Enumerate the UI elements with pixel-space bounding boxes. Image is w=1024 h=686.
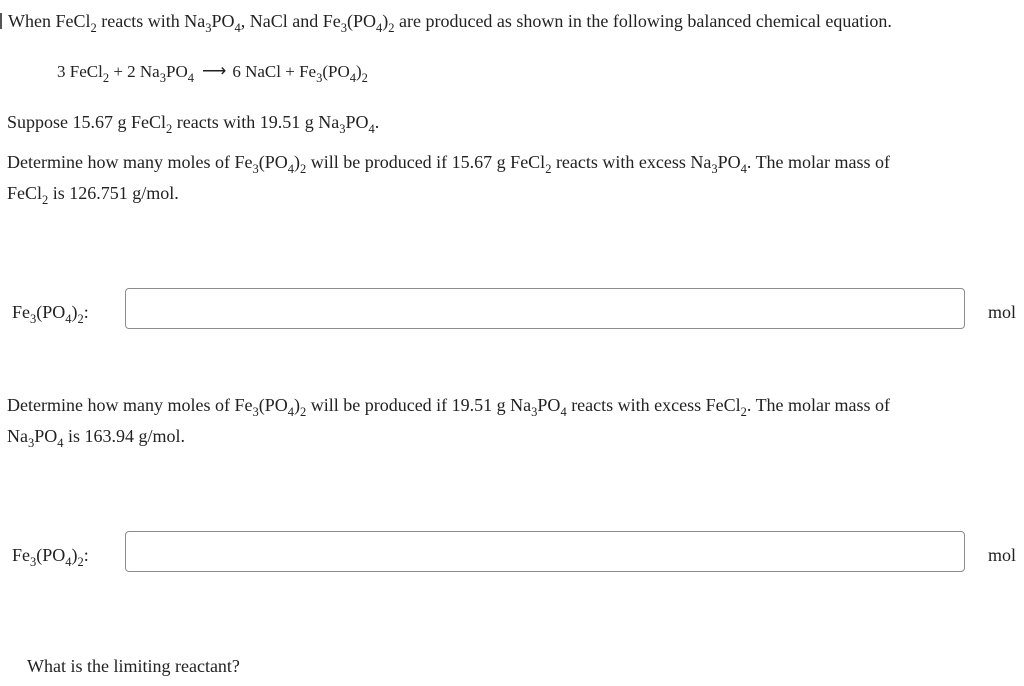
subscript: 4 <box>57 436 64 450</box>
question-1-line-1 <box>7 150 890 176</box>
equation-term: (PO <box>322 62 350 81</box>
intro-text: PO <box>211 11 235 31</box>
question-text: is 126.751 g/mol. <box>48 183 179 203</box>
answer-2-input[interactable] <box>125 531 965 572</box>
suppose-text: PO <box>345 112 369 132</box>
question-text: will be produced if 15.67 g FeCl <box>306 152 546 172</box>
subscript: 3 <box>531 405 538 419</box>
label-text: Fe <box>12 545 30 565</box>
subscript: 2 <box>102 71 110 85</box>
question-text: . The molar mass of <box>746 395 891 415</box>
intro-sentence <box>8 9 892 35</box>
subscript: 2 <box>166 122 173 136</box>
question-text: PO <box>717 152 741 172</box>
question-text: FeCl <box>7 183 43 203</box>
label-text: : <box>83 545 89 565</box>
question-text: PO <box>34 426 58 446</box>
intro-text: When FeCl <box>8 11 91 31</box>
question-text: Na <box>7 426 28 446</box>
limiting-reactant-question: What is the limiting reactant? <box>27 656 240 676</box>
question-text: (PO <box>258 395 288 415</box>
subscript: 3 <box>252 162 259 176</box>
subscript: 2 <box>545 162 552 176</box>
answer-2-unit: mol <box>988 545 1017 565</box>
question-text: reacts with excess FeCl <box>566 395 741 415</box>
left-edge-marker <box>0 13 2 29</box>
subscript: 2 <box>77 312 84 326</box>
label-text: (PO <box>36 545 66 565</box>
question-text: . The molar mass of <box>746 152 891 172</box>
subscript: 4 <box>287 162 294 176</box>
question-text: Determine how many moles of Fe <box>7 395 253 415</box>
question-2-line-2 <box>7 424 185 450</box>
subscript: 3 <box>252 405 259 419</box>
subscript: 4 <box>560 405 567 419</box>
question-text: will be produced if 19.51 g Na <box>306 395 532 415</box>
question-text: (PO <box>258 152 288 172</box>
subscript: 4 <box>740 162 747 176</box>
subscript: 4 <box>65 555 72 569</box>
label-text: ) <box>71 545 78 565</box>
subscript: 3 <box>159 71 166 85</box>
question-text: reacts with excess Na <box>551 152 712 172</box>
intro-text: , NaCl and Fe <box>240 11 341 31</box>
question-2-line-1 <box>7 393 890 419</box>
subscript: 2 <box>90 21 97 35</box>
balanced-equation <box>57 60 368 85</box>
equation-term: 3 FeCl <box>57 62 103 81</box>
subscript: 3 <box>339 122 346 136</box>
subscript: 2 <box>42 193 49 207</box>
subscript: 3 <box>340 21 347 35</box>
label-text: (PO <box>36 302 66 322</box>
subscript: 4 <box>287 405 294 419</box>
subscript: 4 <box>368 122 375 136</box>
subscript: 4 <box>234 21 241 35</box>
equation-term: 6 NaCl + Fe <box>232 62 317 81</box>
subscript: 4 <box>375 21 383 35</box>
subscript: 2 <box>77 555 84 569</box>
subscript: 4 <box>349 71 356 85</box>
subscript: 4 <box>187 71 194 85</box>
equation-term: ) <box>355 62 362 81</box>
subscript: 2 <box>299 405 307 419</box>
label-text: ) <box>71 302 78 322</box>
reaction-arrow-icon: ⟶ <box>201 61 227 80</box>
subscript: 2 <box>388 21 395 35</box>
intro-text: (PO <box>346 11 376 31</box>
answer-1-label <box>12 302 89 326</box>
subscript: 2 <box>361 71 368 85</box>
question-text: ) <box>293 152 300 172</box>
intro-text: ) <box>382 11 389 31</box>
question-1-line-2 <box>7 181 179 207</box>
equation-term: + 2 Na <box>109 62 160 81</box>
question-text: Determine how many moles of Fe <box>7 152 253 172</box>
suppose-text: . <box>374 112 380 132</box>
question-text: is 163.94 g/mol. <box>63 426 186 446</box>
answer-1-unit: mol <box>988 302 1017 322</box>
subscript: 4 <box>65 312 72 326</box>
suppose-sentence <box>7 110 379 136</box>
subscript: 3 <box>711 162 718 176</box>
subscript: 3 <box>30 312 37 326</box>
equation-term: PO <box>165 62 188 81</box>
subscript: 2 <box>740 405 747 419</box>
suppose-text: reacts with 19.51 g Na <box>172 112 340 132</box>
subscript: 3 <box>205 21 212 35</box>
label-text: : <box>83 302 89 322</box>
subscript: 2 <box>299 162 307 176</box>
suppose-text: Suppose 15.67 g FeCl <box>7 112 167 132</box>
subscript: 3 <box>28 436 35 450</box>
subscript: 3 <box>316 71 323 85</box>
answer-2-label <box>12 545 89 569</box>
answer-1-input[interactable] <box>125 288 965 329</box>
question-text: ) <box>293 395 300 415</box>
subscript: 3 <box>30 555 37 569</box>
question-text: PO <box>537 395 561 415</box>
label-text: Fe <box>12 302 30 322</box>
intro-text: are produced as shown in the following balanced chemical equation. <box>394 11 892 31</box>
intro-text: reacts with Na <box>96 11 206 31</box>
